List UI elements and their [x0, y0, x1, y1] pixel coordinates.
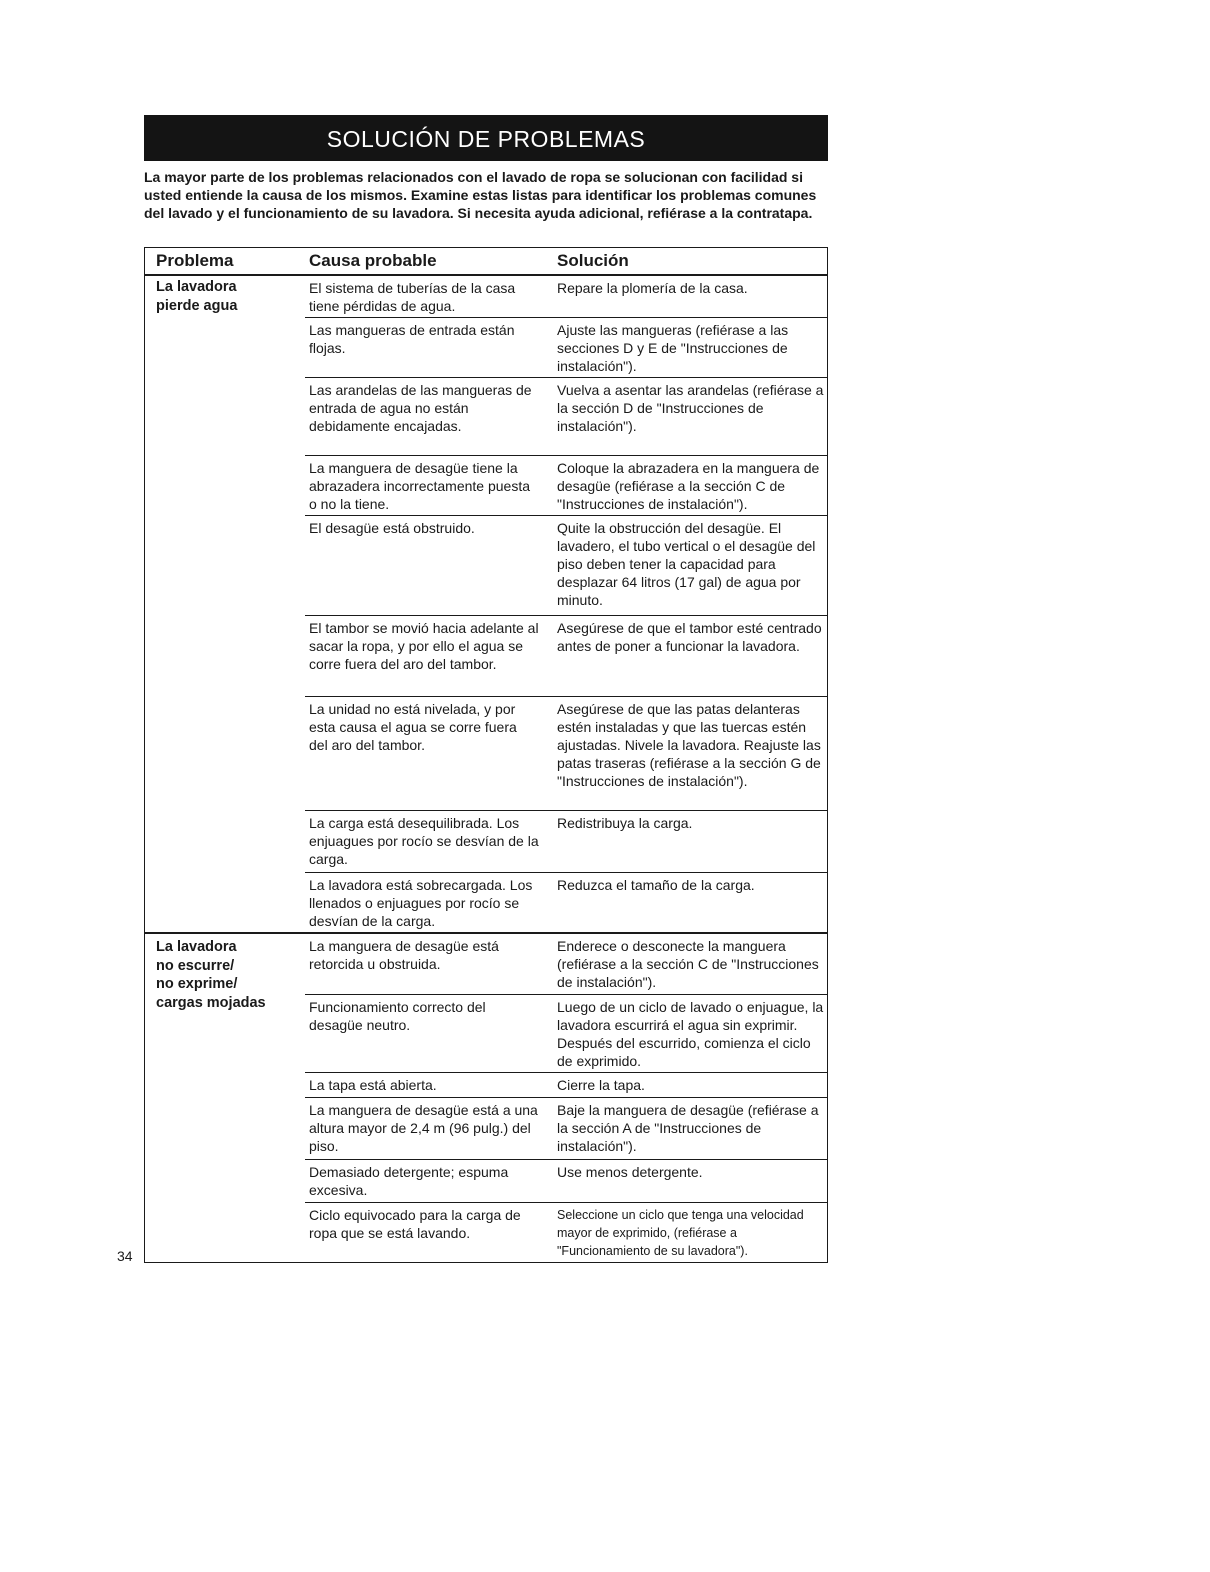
table-row: [305, 615, 827, 697]
cause-text: La tapa está abierta.: [309, 1077, 437, 1093]
cause-text: Las mangueras de entrada están flojas.: [309, 322, 515, 356]
table-row: [305, 1097, 827, 1160]
solution-text: Quite la obstrucción del desagüe. El lavadero, el tubo vertical o el desagüe del piso deben tener la capacidad para desplazar 64 litros (17 gal) de agua por minuto.: [557, 520, 816, 608]
cause-text: La unidad no está nivelada, y por esta causa el agua se corre fuera del aro del tambor.: [309, 701, 517, 753]
solution-text: Ajuste las mangueras (refiérase a las secciones D y E de "Instrucciones de instalación").: [557, 322, 789, 374]
cause-text: La manguera de desagüe tiene la abrazadera incorrectamente puesta o no la tiene.: [309, 460, 531, 512]
table-header: [145, 248, 827, 276]
cause-text: La manguera de desagüe está retorcida u obstruida.: [309, 938, 499, 972]
table-row: [305, 810, 827, 873]
solution-text: Seleccione un ciclo que tenga una velocidad mayor de exprimido, (refiérase a "Funcionamiento de su lavadora").: [557, 1208, 804, 1258]
page-number: 34: [117, 1248, 133, 1264]
problem-label: La lavadora pierde agua: [156, 279, 238, 314]
cause-text: Ciclo equivocado para la carga de ropa que se está lavando.: [309, 1207, 521, 1241]
solution-text: Luego de un ciclo de lavado o enjuague, la lavadora escurrirá el agua sin exprimir. Después del escurrido, comienza el ciclo de exprimido.: [557, 999, 824, 1069]
intro-paragraph: La mayor parte de los problemas relacionados con el lavado de ropa se solucionan con facilidad si usted entiende la causa de los mismos. Examine estas listas para identificar los problemas comunes del lavado y el funcionamiento de su lavadora. Si necesita ayuda adicional, refiérase a la contratapa.: [144, 169, 817, 221]
table-row: [305, 1072, 827, 1098]
table-row: [305, 455, 827, 516]
cause-text: La manguera de desagüe está a una altura mayor de 2,4 m (96 pulg.) del piso.: [309, 1102, 538, 1154]
table-row: [305, 317, 827, 378]
cause-text: Las arandelas de las mangueras de entrada de agua no están debidamente encajadas.: [309, 382, 532, 434]
table-row: [305, 872, 827, 935]
cause-text: La lavadora está sobrecargada. Los llenados o enjuagues por rocío se desvían de la carga.: [309, 877, 533, 929]
table-row: [305, 994, 827, 1073]
problem-label: La lavadora no escurre/ no exprime/ cargas mojadas: [156, 939, 266, 1011]
cause-text: El tambor se movió hacia adelante al sacar la ropa, y por ello el agua se corre fuera del aro del tambor.: [309, 620, 539, 672]
solution-text: Vuelva a asentar las arandelas (refiérase a la sección D de "Instrucciones de instalación").: [557, 382, 824, 434]
header-cause: Causa probable: [309, 251, 437, 270]
table-row: [305, 515, 827, 616]
table-row: [305, 696, 827, 811]
solution-text: Baje la manguera de desagüe (refiérase a la sección A de "Instrucciones de instalación").: [557, 1102, 819, 1154]
cause-text: Funcionamiento correcto del desagüe neutro.: [309, 999, 486, 1033]
table-row: [305, 377, 827, 456]
solution-text: Enderece o desconecte la manguera (refiérase a la sección C de "Instrucciones de instalación").: [557, 938, 819, 990]
solution-text: Redistribuya la carga.: [557, 815, 693, 831]
solution-text: Coloque la abrazadera en la manguera de desagüe (refiérase a la sección C de "Instrucciones de instalación").: [557, 460, 820, 512]
table-row: [305, 1202, 827, 1263]
table-row: [305, 1159, 827, 1203]
table-row: [305, 276, 827, 317]
solution-text: Repare la plomería de la casa.: [557, 280, 748, 296]
troubleshooting-table: [144, 247, 828, 1263]
solution-text: Asegúrese de que el tambor esté centrado antes de poner a funcionar la lavadora.: [557, 620, 822, 654]
solution-text: Reduzca el tamaño de la carga.: [557, 877, 755, 893]
solution-text: Asegúrese de que las patas delanteras estén instaladas y que las tuercas estén ajustadas. Nivele la lavadora. Reajuste las patas traseras (refiérase a la sección G de "Instrucciones de instalación").: [557, 701, 821, 789]
solution-text: Use menos detergente.: [557, 1164, 703, 1180]
solution-text: Cierre la tapa.: [557, 1077, 645, 1093]
header-problem: Problema: [156, 251, 234, 270]
cause-text: La carga está desequilibrada. Los enjuagues por rocío se desvían de la carga.: [309, 815, 539, 867]
page-title: SOLUCIÓN DE PROBLEMAS: [144, 115, 828, 161]
cause-text: Demasiado detergente; espuma excesiva.: [309, 1164, 509, 1198]
cause-text: El desagüe está obstruido.: [309, 520, 475, 536]
header-solution: Solución: [557, 251, 629, 270]
table-row: [305, 934, 827, 994]
cause-text: El sistema de tuberías de la casa tiene pérdidas de agua.: [309, 280, 516, 314]
